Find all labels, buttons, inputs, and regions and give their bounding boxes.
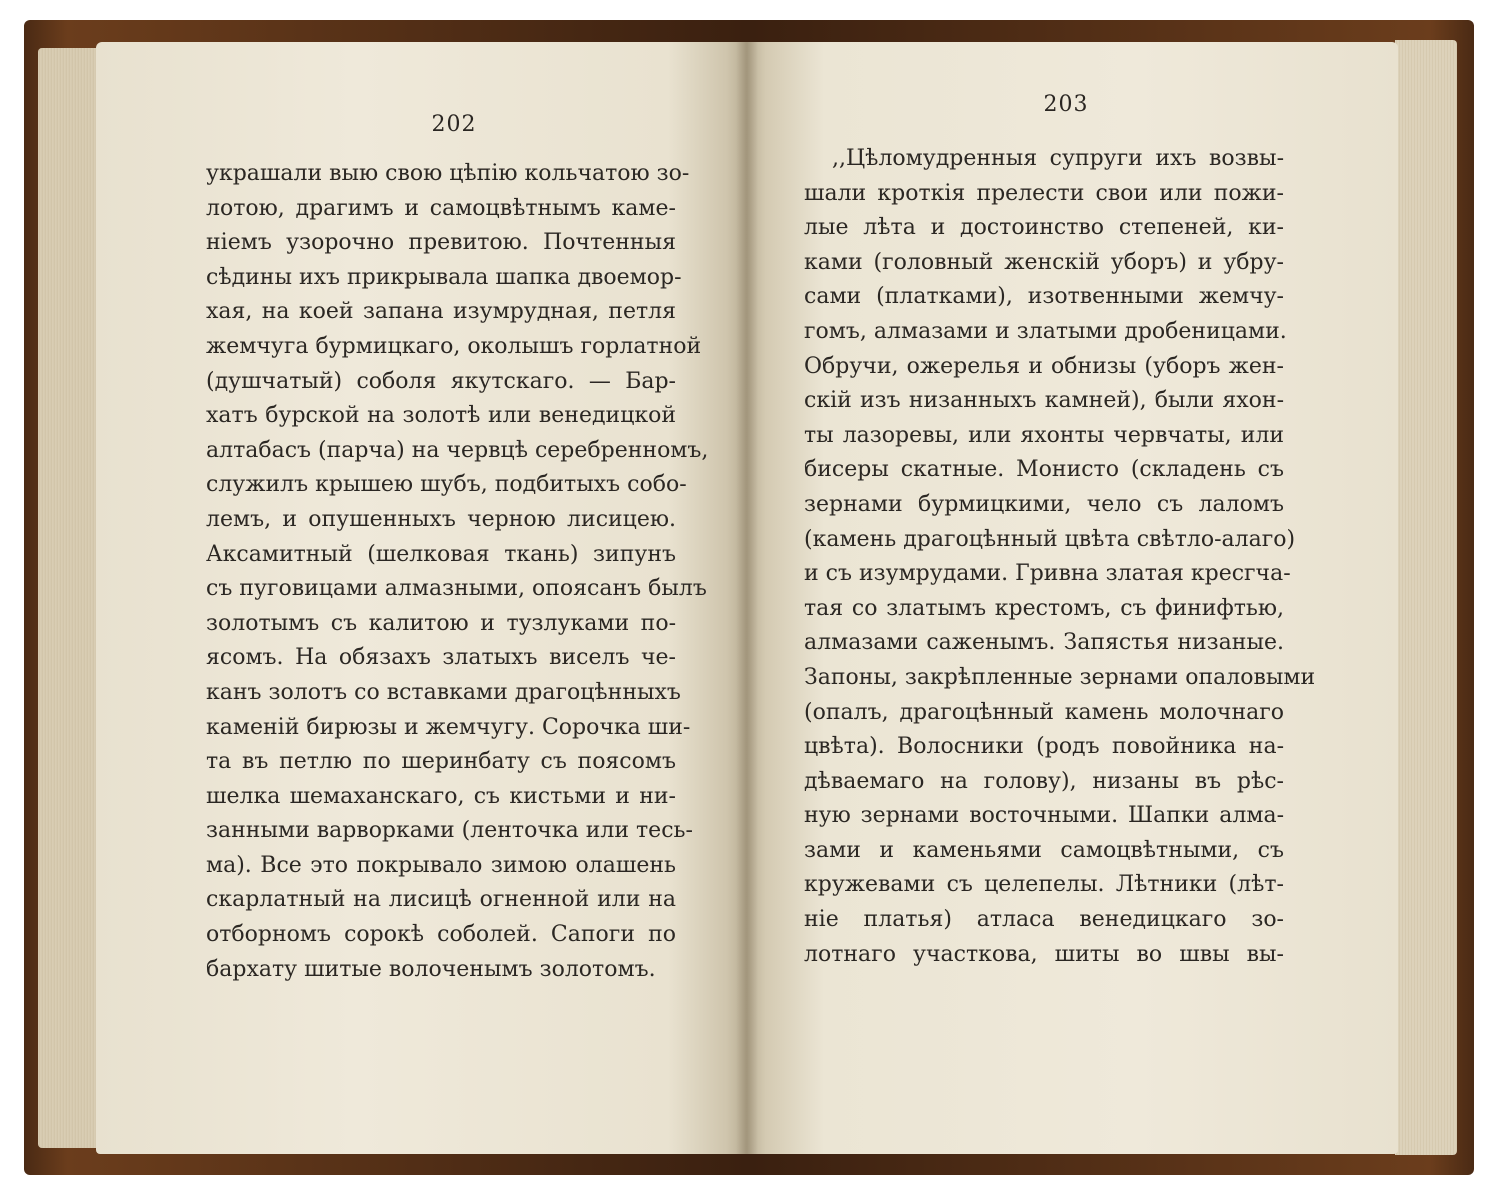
text-line: лотою, драгимъ и самоцвѣтнымъ каме-: [206, 195, 676, 221]
text-line: бархату шитые волоченымъ золотомъ.: [206, 956, 656, 982]
text-line: лемъ, и опушенныхъ черною лисицею.: [206, 506, 676, 532]
text-line: (опалъ, драгоцѣнный камень молочнаго: [804, 699, 1284, 725]
text-line: лотнаго участкова, шиты во швы вы-: [804, 941, 1284, 967]
text-line: и съ изумрудами. Гривна златая кресгча-: [804, 561, 1291, 587]
text-line: золотымъ съ калитою и тузлуками по-: [206, 610, 676, 636]
text-line: гомъ, алмазами и златыми дробеницами.: [804, 318, 1287, 344]
left-page-text: [206, 157, 709, 987]
text-line: ясомъ. На обязахъ златыхъ виселъ че-: [206, 645, 676, 671]
text-line: занными варворками (ленточка или тесь-: [206, 818, 693, 844]
text-line: ,,Цѣломудренныя супруги ихъ возвы-: [832, 146, 1284, 171]
text-line: ками (головный женскій уборъ) и убру-: [804, 249, 1284, 275]
text-line: цвѣта). Волосники (родъ повойника на-: [804, 734, 1284, 760]
page-edges-right: [1395, 40, 1457, 1155]
text-line: ты лазоревы, или яхонты червчаты, или: [804, 422, 1284, 448]
text-line: алтабасъ (парча) на червцѣ серебренномъ,: [206, 437, 709, 463]
text-line: канъ золотъ со вставками драгоцѣнныхъ: [206, 679, 681, 705]
text-line: лые лѣта и достоинство степеней, ки-: [804, 215, 1284, 241]
left-page: [96, 42, 746, 1154]
text-line: ма). Все это покрывало зимою олашень: [206, 852, 676, 878]
text-line: тая со златымъ крестомъ, съ финифтью,: [804, 595, 1284, 621]
text-line: бисеры скатные. Монисто (складень съ: [804, 457, 1284, 483]
page-edges-left: [38, 48, 98, 1148]
text-line: (камень драгоцѣнный цвѣта свѣтло-алаго): [804, 526, 1296, 552]
page-number-left: 202: [431, 112, 477, 137]
text-line: украшали выю свою цѣпію кольчатою зо-: [206, 161, 690, 186]
page-number-right: 203: [1043, 92, 1089, 117]
text-line: шелка шемаханскаго, съ кистьми и ни-: [206, 783, 676, 809]
book-gutter: [736, 42, 758, 1154]
text-line: ніе платья) атласа венедицкаго зо-: [804, 907, 1284, 933]
text-line: ную зернами восточными. Шапки алма-: [804, 803, 1284, 829]
text-line: кружевами съ целепелы. Лѣтники (лѣт-: [804, 872, 1284, 898]
text-line: сами (платками), изотвенными жемчу-: [804, 284, 1284, 310]
text-line: дѣваемаго на голову), низаны въ рѣс-: [804, 768, 1284, 794]
right-page-text: [804, 142, 1316, 972]
text-line: сѣдины ихъ прикрывала шапка двоемор-: [206, 264, 682, 290]
text-line: отборномъ сорокѣ соболей. Сапоги по: [206, 922, 676, 948]
text-line: та въ петлю по шеринбату съ поясомъ: [206, 749, 676, 775]
text-line: зами и каменьями самоцвѣтными, съ: [804, 837, 1284, 863]
text-line: зернами бурмицкими, чело съ лаломъ: [804, 491, 1284, 517]
right-page: [746, 42, 1398, 1154]
text-line: шали кроткія прелести свои или пожи-: [804, 180, 1284, 206]
text-line: Запоны, закрѣпленные зернами опаловыми: [804, 664, 1316, 690]
text-line: ніемъ узорочно превитою. Почтенныя: [206, 230, 676, 256]
text-line: алмазами саженымъ. Запястья низаные.: [804, 630, 1284, 656]
text-line: каменій бирюзы и жемчугу. Сорочка ши-: [206, 714, 691, 740]
text-line: жемчуга бурмицкаго, околышъ горлатной: [206, 333, 702, 359]
text-line: хатъ бурской на золотѣ или венедицкой: [206, 403, 676, 429]
text-line: Аксамитный (шелковая ткань) зипунъ: [206, 541, 676, 567]
text-line: хая, на коей запана изумрудная, петля: [206, 299, 676, 325]
text-line: скій изъ низанныхъ камней), были яхон-: [804, 388, 1284, 414]
text-line: (душчатый) соболя якутскаго. — Бар-: [206, 368, 676, 394]
text-line: скарлатный на лисицѣ огненной или на: [206, 887, 676, 913]
text-line: Обручи, ожерелья и обнизы (уборъ жен-: [804, 353, 1284, 379]
text-line: съ пуговицами алмазными, опоясанъ былъ: [206, 576, 707, 602]
text-line: служилъ крышею шубъ, подбитыхъ собо-: [206, 472, 687, 498]
